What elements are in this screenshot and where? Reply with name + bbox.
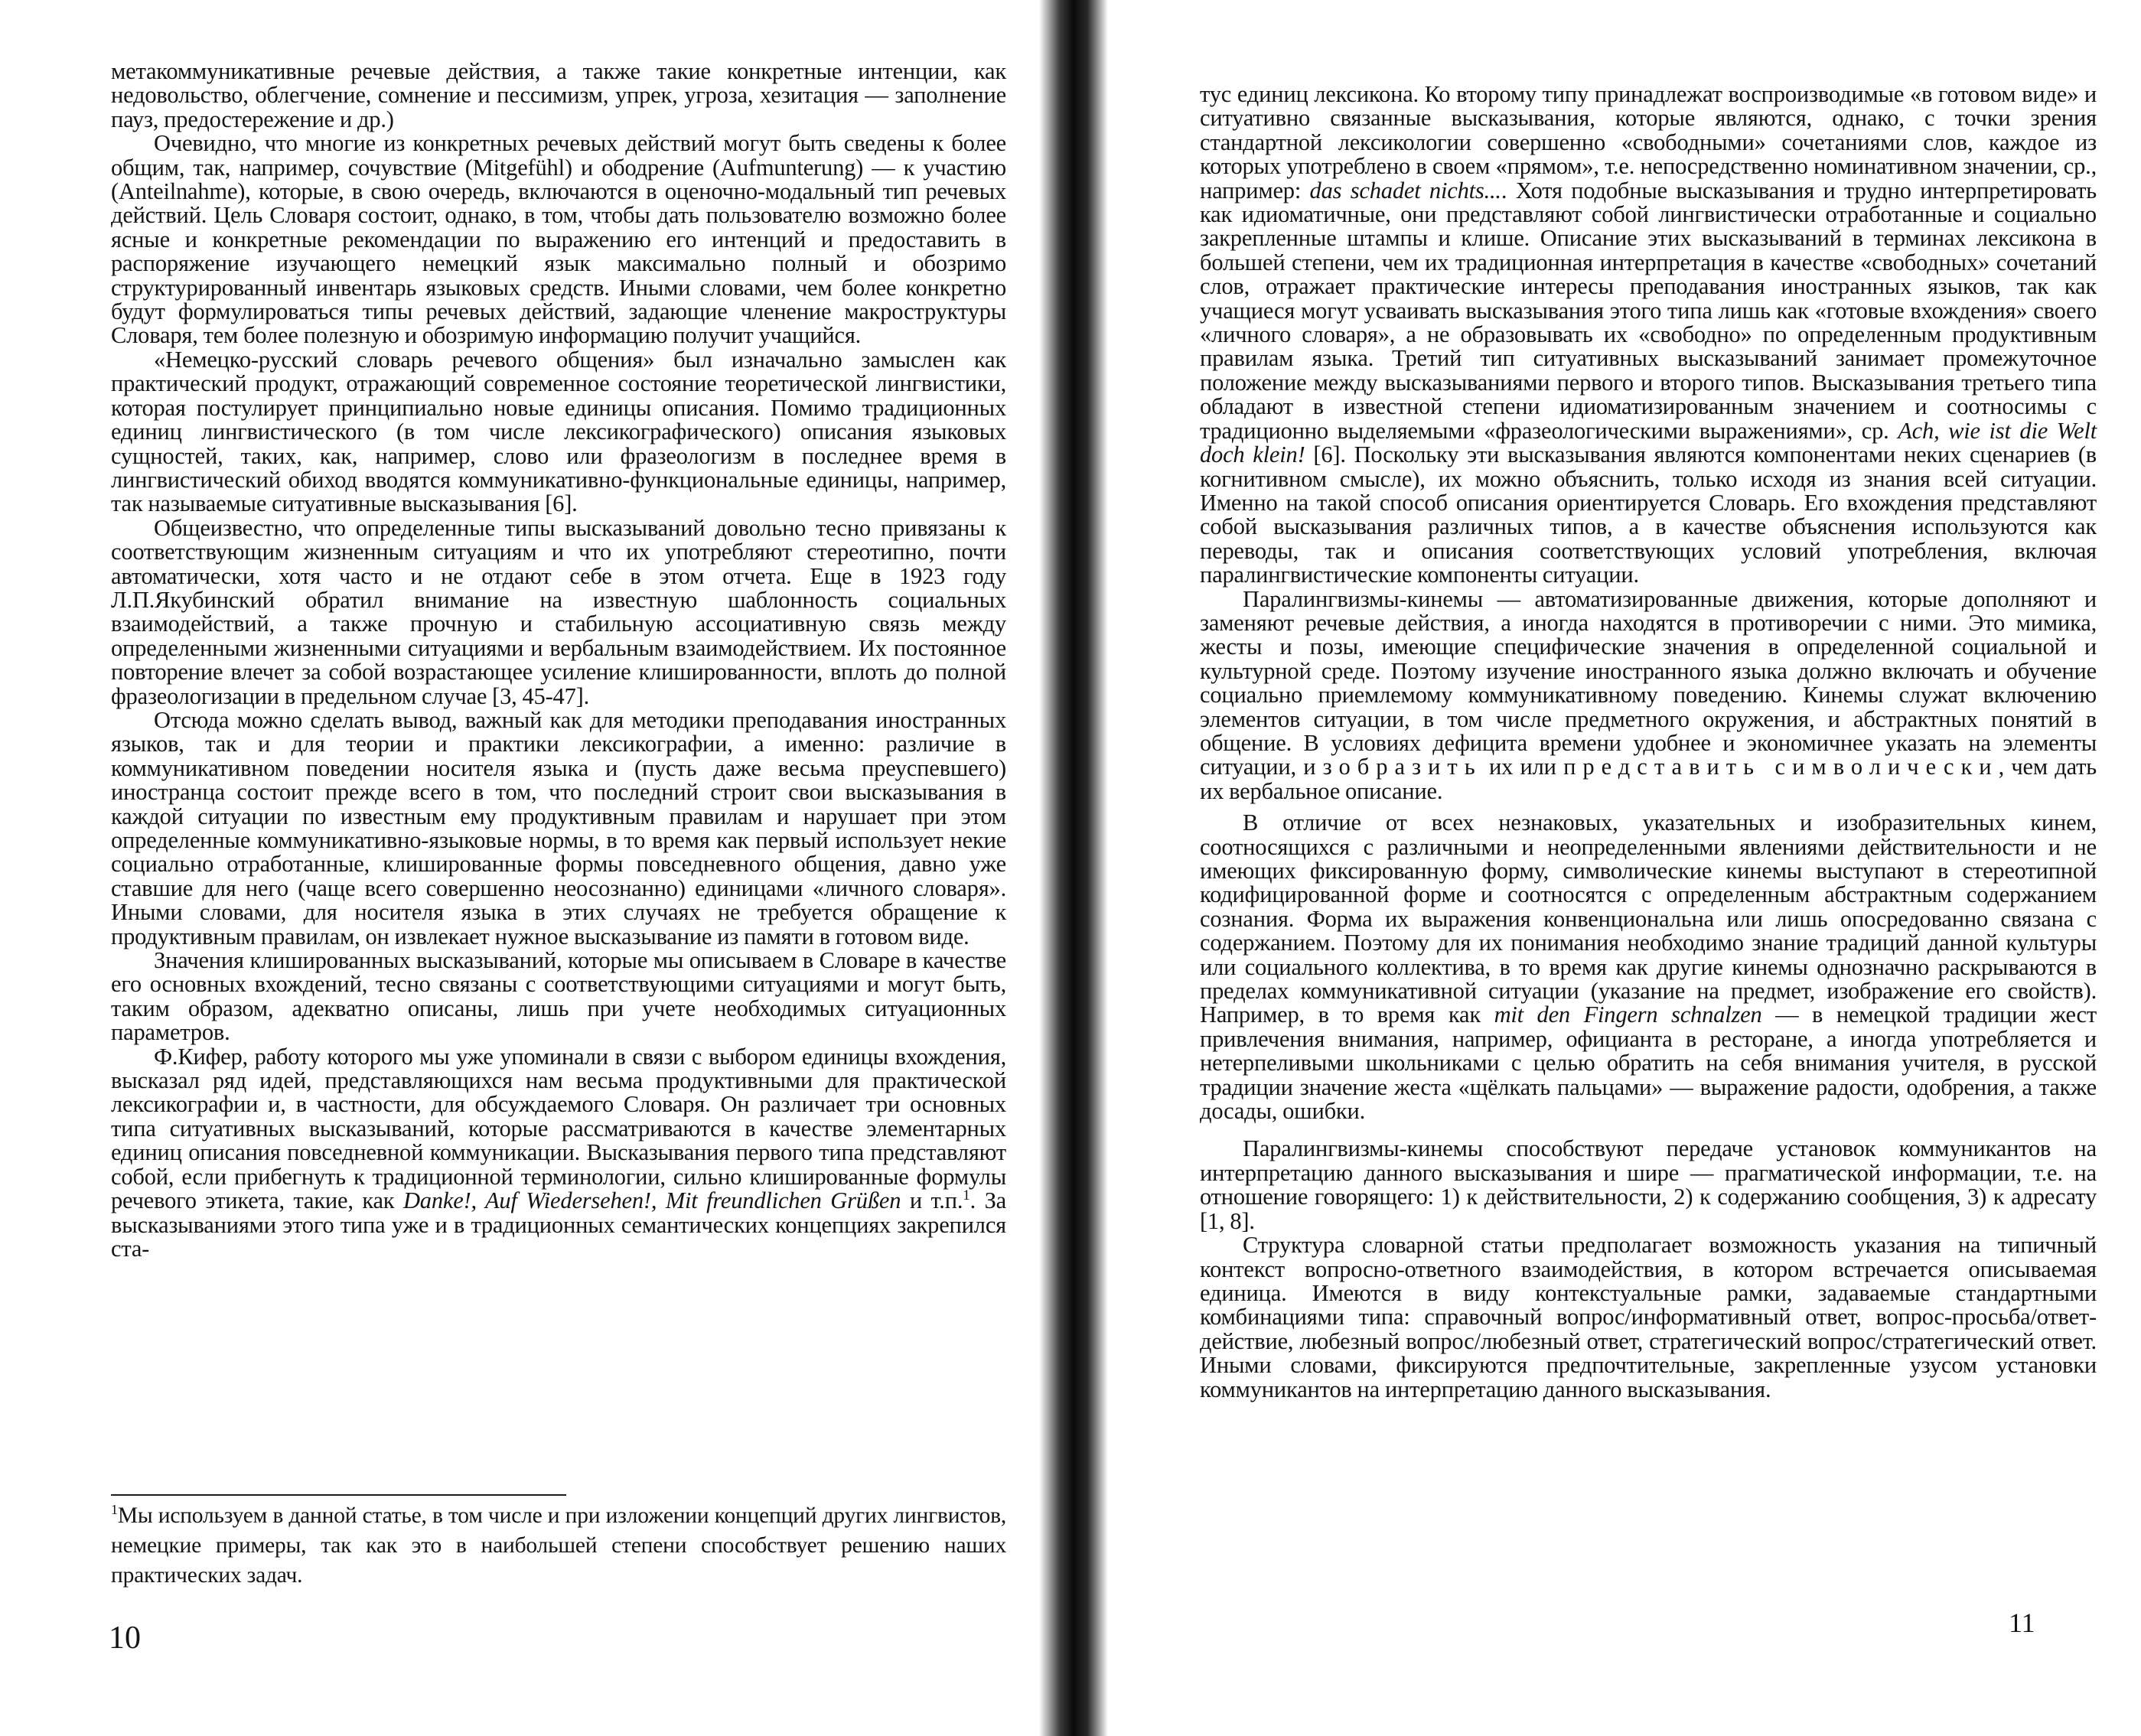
left-paragraph-6: Значения клишированных высказываний, которые мы описываем в Словаре в качестве его основных вхождений, тесно связаны с соответствующими ситуациями и могут быть, таким образом, адекватно описаны, лишь при учете необходимых ситуационных параметров. bbox=[111, 947, 1006, 1046]
right-paragraph-1-end: [6]. Поскольку эти высказывания являются компонентами неких сценариев (в когнитивном смысле), их можно объяснить, только исходя из знания всей ситуации. Именно на такой способ описания ориентируется Словарь. Его вхождения представляют собой высказывания различных типов, а в качестве объяснения используются как переводы, так и описания соответствующих условий употребления, включая паралингвистические компоненты ситуации. bbox=[1200, 441, 2097, 588]
left-paragraph-7-tail: . За высказываниями этого типа уже и в традиционных семантических концепциях закрепился ста- bbox=[111, 1187, 1006, 1262]
right-page bbox=[1087, 0, 2141, 1736]
right-paragraph-5: Структура словарной статьи предполагает возможность указания на типичный контекст вопросно-ответного взаимодействия, в котором встречается описываемая единица. Имеются в виду контекстуальные рамки, задаваемые стандартными комбинациями типа: справочный вопрос/информативный ответ, вопрос-просьба/ответ-действие, любезный вопрос/любезный ответ, стратегический вопрос/стратегический ответ. Иными словами, фиксируются предпочтительные, закрепленные узусом установки коммуникантов на интерпретацию данного высказывания. bbox=[1200, 1232, 2097, 1402]
right-page-text bbox=[1200, 83, 2097, 1402]
right-paragraph-3-start: В отличие от всех незнаковых, указательных и изобразительных кинем, соотносящихся с различными и неопределенными явлениями действительности и не имеющих фиксированную форму, символические кинемы выступают в стереотипной кодифицированной форме и соотносятся с определенным абстрактным содержанием сознания. Форма их выражения конвенциональна или лишь опосредованно связана с содержанием. Поэтому для их понимания необходимо знание традиций данной культуры или социального коллектива, в то время как другие кинемы однозначно раскрываются в пределах коммуникативной ситуации (указание на предмет, изображение его свойств). Например, в то время как bbox=[1200, 809, 2097, 1028]
right-paragraph-3 bbox=[1200, 811, 2097, 1123]
footnote-divider bbox=[111, 1494, 566, 1496]
right-paragraph-1-example-1: das schadet nichts... bbox=[1309, 177, 1501, 204]
left-paragraph-7-text: Ф.Кифер, работу которого мы уже упоминали в связи с выбором единицы вхождения, высказал ряд идей, представляющихся нам весьма продуктивными для практической лексикографии и, в частности, для обсуждаемого Словаря. Он различает три основных типа ситуативных высказываний, которые рассматриваются в качестве элементарных единиц описания повседневной коммуникации. Высказывания первого типа представляют собой, если прибегнуть к традиционной терминологии, сильно клишированные формулы речевого этикета, такие, как bbox=[111, 1043, 1006, 1214]
right-paragraph-2-middle: их или bbox=[1488, 754, 1556, 780]
left-paragraph-2: Очевидно, что многие из конкретных речевых действий могут быть сведены к более общим, так, например, сочувствие (Mitgefühl) и ободрение (Aufmunterung) — к участию (Anteilnahme), которые, в свою очередь, включаются в оценочно-модальный тип речевых действий. Цель Словаря состоит, однако, в том, чтобы дать пользователю возможно более ясные и конкретные рекомендации по выражению его интенций и предоставить в распоряжение изучающего немецкий язык максимально полный и обозримо структурированный инвентарь языковых средств. Иными словами, чем более конкретно будут формулироваться типы речевых действий, задающие членение макроструктуры Словаря, тем более полезную и обозримую информацию получит учащийся. bbox=[111, 130, 1006, 349]
right-paragraph-2-end: , чем дать их вербальное описание. bbox=[1200, 754, 2097, 804]
right-paragraph-1-start: тус единиц лексикона. Ко второму типу принадлежат воспроизводимые «в готовом виде» и ситуативно связанные высказывания, которые являются, однако, с точки зрения стандартной лексикологии совершенно «свободными» сочетаниями слов, каждое из которых употреблено в своем «прямом», т.е. непосредственно номинативном значении, ср., например: bbox=[1200, 81, 2097, 204]
right-paragraph-2-start: Паралингвизмы-кинемы — автоматизированные движения, которые дополняют и заменяют речевые действия, а иногда находятся в противоречии с ними. Это мимика, жесты и позы, имеющие специфические значения в определенной социальной и культурной среде. Поэтому изучение иностранного языка должно включать и обучение социально приемлемому коммуникативному поведению. Кинемы служат включению элементов ситуации, в том числе предметного окружения, и абстрактных понятий в общение. В условиях дефицита времени удобнее и экономичнее указать на элементы ситуации, bbox=[1200, 585, 2097, 780]
right-paragraph-2-spaced-1: изобразить bbox=[1303, 754, 1482, 780]
right-paragraph-1-middle: . Хотя подобные высказывания и трудно интерпретировать как идиоматичные, они представляют собой лингвистически отработанные и социально закрепленные штампы и клише. Описание этих высказываний в терминах лексикона в большей степени, чем их традиционная интерпретация в качестве «свободных» сочетаний слов, отражает практические интересы преподавания иностранных языков, так как учащиеся могут усваивать высказывания этого типа лишь как «готовые вхождения» своего «личного словаря», а не образовывать их «свободно» по определенным продуктивным правилам языка. Третий тип ситуативных высказываний занимает промежуточное положение между высказываниями первого и второго типов. Высказывания третьего типа обладают в известной степени идиоматизированным значением и соотносимы с традиционно выделяемыми «фразеологическими выражениями», ср. bbox=[1200, 177, 2097, 444]
left-page-text bbox=[111, 60, 1006, 1261]
right-paragraph-1-example-2: Ach, wie ist die Welt doch klein! bbox=[1200, 417, 2097, 468]
left-paragraph-7-after: и т.п. bbox=[909, 1187, 963, 1214]
footnote bbox=[111, 1501, 1006, 1591]
left-paragraph-5: Отсюда можно сделать вывод, важный как для методики преподавания иностранных языков, так и для теории и практики лексикографии, а именно: различие в коммуникативном поведении носителя языка и (пусть даже весьма преуспевшего) иностранца состоит прежде всего в том, что последний строит свои высказывания в каждой ситуации по известным ему продуктивным правилам и нарушает при этом определенные коммуникативно-языковые нормы, в то время как первый использует некие социально отработанные, клишированные формы повседневного общения, давно уже ставшие для него (чаще всего совершенно неосознанно) единицами «личного словаря». Иными словами, для носителя языка в этих случаях не требуется обращение к продуктивным правилам, он извлекает нужное высказывание из памяти в готовом виде. bbox=[111, 706, 1006, 949]
left-page bbox=[0, 0, 1048, 1736]
right-paragraph-3-end: — в немецкой традиции жест привлечения внимания, например, официанта в ресторане, а иногда употребляется и нетерпеливыми школьниками с целью обратить на себя внимания учителя, в русской традиции значение жеста «щёлкать пальцами» — выражение радости, одобрения, а также досады, ошибки. bbox=[1200, 1002, 2097, 1125]
left-paragraph-3: «Немецко-русский словарь речевого общения» был изначально замыслен как практический продукт, отражающий современное состояние теоретической лингвистики, которая постулирует принципиально новые единицы описания. Помимо традиционных единиц лингвистического (в том числе лексикографического) описания языковых сущностей, таких, как, например, слово или фразеологизм в последнее время в лингвистический обиход вводятся коммуникативно-функциональные единицы, например, так называемые ситуативные высказывания [6]. bbox=[111, 346, 1006, 517]
page-number-right: 11 bbox=[2009, 1607, 2035, 1638]
right-paragraph-4: Паралингвизмы-кинемы способствуют передаче установок коммуникантов на интерпретацию данного высказывания и шире — прагматической информации, т.е. на отношение говорящего: 1) к действительности, 2) к содержанию сообщения, 3) к адресату [1, 8]. bbox=[1200, 1135, 2097, 1234]
footnote-text: Мы используем в данной статье, в том числе и при изложении концепций других лингвистов, немецкие примеры, так как это в наибольшей степени способствует решению наших практических задач. bbox=[111, 1503, 1006, 1588]
left-paragraph-1: метакоммуникативные речевые действия, а также такие конкретные интенции, как недовольство, облегчение, сомнение и пессимизм, упрек, угроза, хезитация — заполнение пауз, предостережение и др.) bbox=[111, 58, 1006, 132]
left-paragraph-7-examples: Danke!, Auf Wiedersehen!, Mit freundlichen Grüßen bbox=[402, 1187, 901, 1214]
right-paragraph-3-example: mit den Fingern schnalzen bbox=[1494, 1002, 1762, 1028]
page-number-left: 10 bbox=[109, 1620, 141, 1656]
right-paragraph-2-spaced-2: представить символически bbox=[1563, 754, 1999, 780]
left-paragraph-4: Общеизвестно, что определенные типы высказываний довольно тесно привязаны к соответствующим жизненным ситуациям и что их употребляют стереотипно, почти автоматически, хотя часто и не отдают себе в этом отчета. Еще в 1923 году Л.П.Якубинский обратил внимание на известную шаблонность социальных взаимодействий, а также прочную и стабильную ассоциативную связь между определенными жизненными ситуациями и вербальным взаимодействием. Их постоянное повторение влечет за собой возрастающее усиление клишированности, вплоть до полной фразеологизации в предельном случае [3, 45-47]. bbox=[111, 514, 1006, 709]
footnote-mark: 1 bbox=[111, 1502, 118, 1518]
right-paragraph-2 bbox=[1200, 585, 2097, 804]
left-paragraph-7 bbox=[111, 1045, 1006, 1262]
footnote-reference: 1 bbox=[963, 1187, 970, 1203]
right-paragraph-1 bbox=[1200, 83, 2097, 588]
